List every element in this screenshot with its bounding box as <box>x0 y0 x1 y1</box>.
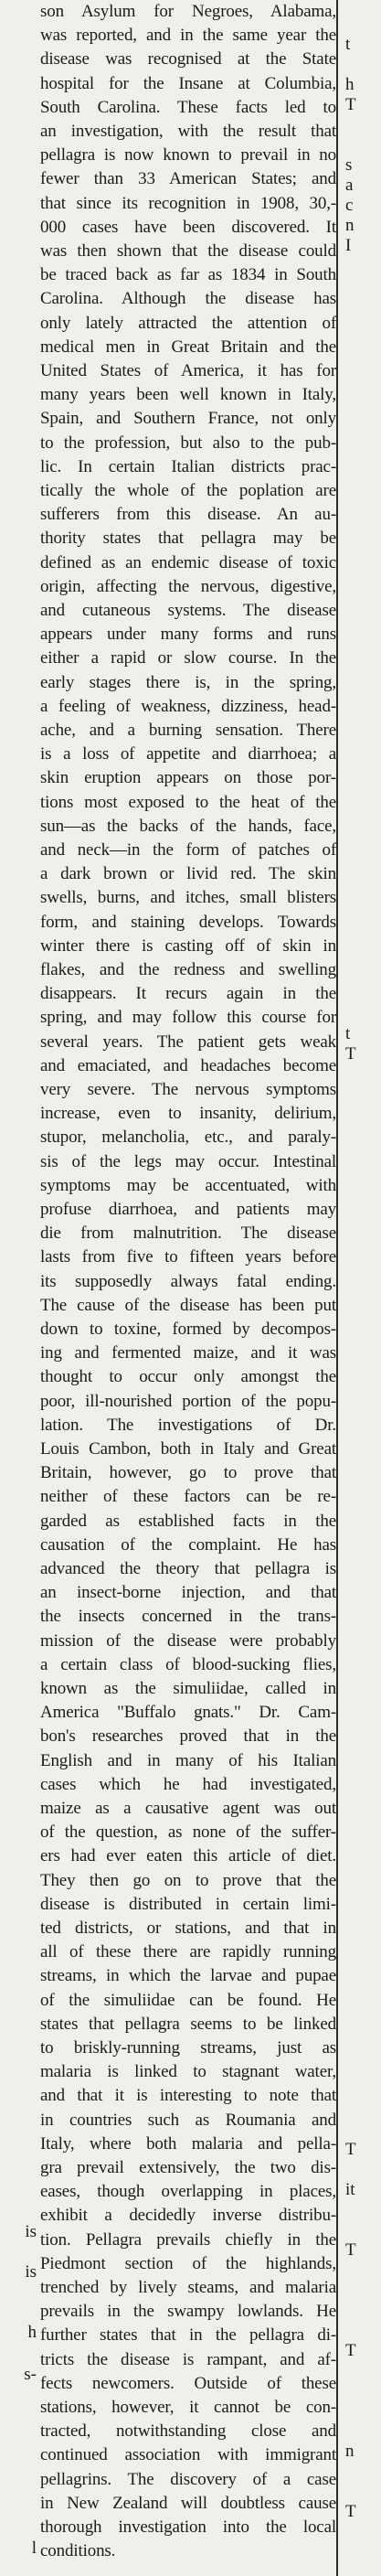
article-line: disease was recognised at the State <box>40 49 336 69</box>
article-line: skin eruption appears on those por- <box>40 768 336 788</box>
article-line: streams, in which the larvae and pupae <box>40 1966 336 1986</box>
article-line: sufferers from this disease. An au- <box>40 505 336 525</box>
margin-fragment: T <box>345 2502 356 2521</box>
article-line: in New Zealand will doubtless cause <box>40 2493 336 2513</box>
article-line: several years. The patient gets weak <box>40 1031 336 1052</box>
article-line: ted districts, or stations, and that in <box>40 1919 336 1938</box>
margin-fragment: s- <box>24 2365 37 2384</box>
margin-fragment: c <box>345 196 354 215</box>
article-line: ing and fermented maize, and it was <box>40 1343 336 1363</box>
article-line: to the profession, but also to the pub- <box>40 433 336 453</box>
article-line: poor, ill-nourished portion of the popu- <box>40 1391 336 1411</box>
article-line: 000 cases have been discovered. It <box>40 217 336 237</box>
article-line: an insect-borne injection, and that <box>40 1583 336 1603</box>
article-line: of the simuliidae can be found. He <box>40 1990 336 2010</box>
article-line: Italy, where both malaria and pella- <box>40 2133 336 2154</box>
article-line: pellagra is now known to prevail in no <box>40 145 336 166</box>
article-line: ers had ever eaten this article of diet. <box>40 1846 336 1866</box>
article-line: to briskly-running streams, just as <box>40 2038 336 2058</box>
margin-fragment: h <box>27 2323 37 2342</box>
article-line: and that it is interesting to note that <box>40 2086 336 2106</box>
article-line: flakes, and the redness and swelling <box>40 960 336 979</box>
article-line: states that pellagra seems to be linked <box>40 2014 336 2034</box>
article-line: tricts the disease is rampant, and af- <box>40 2349 336 2369</box>
article-line: stations, however, it cannot be con- <box>40 2398 336 2417</box>
article-line: stupor, melancholia, etc., and paraly- <box>40 1128 336 1148</box>
article-line: profuse diarrhoea, and patients may <box>40 1200 336 1219</box>
article-line: only lately attracted the attention of <box>40 313 336 333</box>
article-line: neither of these factors can be re- <box>40 1487 336 1507</box>
article-line: tions most exposed to the heat of the <box>40 792 336 812</box>
article-line: symptoms may be accentuated, with <box>40 1175 336 1195</box>
margin-fragment: n <box>345 216 355 235</box>
article-line: disappears. It recurs again in the <box>40 984 336 1004</box>
article-line: many years been well known in Italy, <box>40 385 336 405</box>
article-line: prevails in the swampy lowlands. He <box>40 2302 336 2322</box>
article-line: was then shown that the disease could <box>40 241 336 261</box>
article-line: origin, affecting the nervous, digestive, <box>40 576 336 596</box>
margin-fragment: h <box>345 75 355 94</box>
article-line: tracted, notwithstanding close and <box>40 2421 336 2442</box>
article-line: tion. Pellagra prevails chiefly in the <box>40 2229 336 2250</box>
article-line: lasts from five to fifteen years before <box>40 1247 336 1267</box>
margin-fragment: T <box>345 1044 356 1064</box>
article-line: Piedmont section of the highlands, <box>40 2253 336 2273</box>
article-line: and neck—in the form of patches of <box>40 840 336 860</box>
margin-fragment: n <box>345 2442 355 2461</box>
article-line: an investigation, with the result that <box>40 122 336 141</box>
article-line: that since its recognition in 1908, 30,- <box>40 193 336 213</box>
left-margin-fragments <box>0 0 40 2576</box>
article-line: is a loss of appetite and diarrhoea; a <box>40 744 336 764</box>
article-line: die from malnutrition. The disease <box>40 1224 336 1244</box>
article-line: appears under many forms and runs <box>40 625 336 645</box>
article-line: maize as a causative agent was out <box>40 1799 336 1818</box>
article-line: its supposedly always fatal ending. <box>40 1271 336 1291</box>
article-line: cases which he had investigated, <box>40 1774 336 1794</box>
article-line: very severe. The nervous symptoms <box>40 1080 336 1099</box>
article-line: early stages there is, in the spring, <box>40 672 336 692</box>
margin-fragment: I <box>345 236 352 255</box>
article-line: and emaciated, and headaches become <box>40 1055 336 1075</box>
article-line: fewer than 33 American States; and <box>40 169 336 189</box>
article-line: and cutaneous systems. The disease <box>40 601 336 620</box>
margin-fragment: a <box>345 176 354 195</box>
article-line: pellagrins. The discovery of a case <box>40 2469 336 2489</box>
article-line: known as the simuliidae, called in <box>40 1679 336 1698</box>
article-line: spring, and may follow this course for <box>40 1008 336 1028</box>
article-line: causation of the complaint. He has <box>40 1534 336 1555</box>
article-line: bon's researches proved that in the <box>40 1726 336 1747</box>
margin-fragment: T <box>345 2341 356 2360</box>
article-line: America "Buffalo gnats." Dr. Cam- <box>40 1703 336 1723</box>
article-line: of the question, as none of the suffer- <box>40 1822 336 1843</box>
article-line: all of these there are rapidly running <box>40 1942 336 1962</box>
article-line: conditions. <box>40 2541 116 2561</box>
article-line: lation. The investigations of Dr. <box>40 1415 336 1435</box>
article-line: They then go on to prove that the <box>40 1870 336 1890</box>
article-line: defined as an endemic disease of toxic <box>40 552 336 572</box>
article-line: down to toxine, formed by decompos- <box>40 1320 336 1339</box>
article-line: thority states that pellagra may be <box>40 529 336 549</box>
column-rule <box>336 0 338 2576</box>
margin-fragment: T <box>345 95 356 114</box>
article-line: malaria is linked to stagnant water, <box>40 2062 336 2082</box>
article-line: winter there is casting off of skin in <box>40 935 336 956</box>
article-line: in countries such as Roumania and <box>40 2110 336 2130</box>
article-line: a feeling of weakness, dizziness, head- <box>40 696 336 716</box>
article-line: Spain, and Southern France, not only <box>40 409 336 429</box>
margin-fragment: is <box>25 2222 37 2241</box>
article-line: either a rapid or slow course. In the <box>40 648 336 668</box>
article-line: gra prevail extensively, the two dis- <box>40 2158 336 2177</box>
article-line: Louis Cambon, both in Italy and Great <box>40 1439 336 1459</box>
article-line: be traced back as far as 1834 in South <box>40 265 336 285</box>
article-line: son Asylum for Negroes, Alabama, <box>40 2 336 21</box>
article-line: ache, and a burning sensation. There <box>40 721 336 740</box>
article-line: eases, though overlapping in places, <box>40 2182 336 2202</box>
article-line: medical men in Great Britain and the <box>40 337 336 357</box>
article-line: the insects concerned in the trans- <box>40 1607 336 1627</box>
margin-fragment: T <box>345 2140 356 2159</box>
article-line: was reported, and in the same year the <box>40 26 336 46</box>
article-line: a dark brown or livid red. The skin <box>40 864 336 884</box>
article-column <box>40 0 336 2576</box>
article-line: hospital for the Insane at Columbia, <box>40 73 336 93</box>
article-line: a certain class of blood-sucking flies, <box>40 1654 336 1674</box>
margin-fragment: is <box>25 2262 37 2282</box>
article-line: mission of the disease were probably <box>40 1630 336 1651</box>
article-line: sis of the legs may occur. Intestinal <box>40 1151 336 1171</box>
article-line: fects newcomers. Outside of these <box>40 2373 336 2393</box>
right-margin-fragments <box>340 0 381 2576</box>
article-line: further states that in the pellagra di- <box>40 2325 336 2346</box>
margin-fragment: s <box>345 155 353 175</box>
margin-fragment: t <box>345 35 351 54</box>
article-line: garded as established facts in the <box>40 1511 336 1531</box>
margin-fragment: T <box>345 2240 356 2260</box>
article-line: English and in many of his Italian <box>40 1750 336 1770</box>
article-line: advanced the theory that pellagra is <box>40 1559 336 1578</box>
article-line: United States of America, it has for <box>40 361 336 380</box>
margin-fragment: t <box>345 1024 351 1043</box>
article-line: increase, even to insanity, delirium, <box>40 1104 336 1124</box>
article-line: South Carolina. These facts led to <box>40 97 336 117</box>
article-line: trenched by lively steams, and malaria <box>40 2278 336 2297</box>
article-line: thought to occur only amongst the <box>40 1367 336 1387</box>
article-line: thorough investigation into the local <box>40 2517 336 2537</box>
article-line: tically the whole of the poplation are <box>40 481 336 500</box>
article-line: lic. In certain Italian districts prac- <box>40 456 336 476</box>
article-line: Britain, however, go to prove that <box>40 1463 336 1483</box>
article-line: sun—as the backs of the hands, face, <box>40 816 336 836</box>
article-line: The cause of the disease has been put <box>40 1295 336 1315</box>
article-line: form, and staining develops. Towards <box>40 912 336 932</box>
margin-fragment: it <box>345 2180 355 2199</box>
article-line: disease is distributed in certain limi- <box>40 1894 336 1914</box>
article-line: exhibit a decidedly inverse distribu- <box>40 2206 336 2226</box>
margin-fragment: l <box>31 2539 37 2558</box>
article-line: continued association with immigrant <box>40 2445 336 2465</box>
article-line: swells, burns, and itches, small blisters <box>40 888 336 908</box>
article-line: Carolina. Although the disease has <box>40 289 336 309</box>
